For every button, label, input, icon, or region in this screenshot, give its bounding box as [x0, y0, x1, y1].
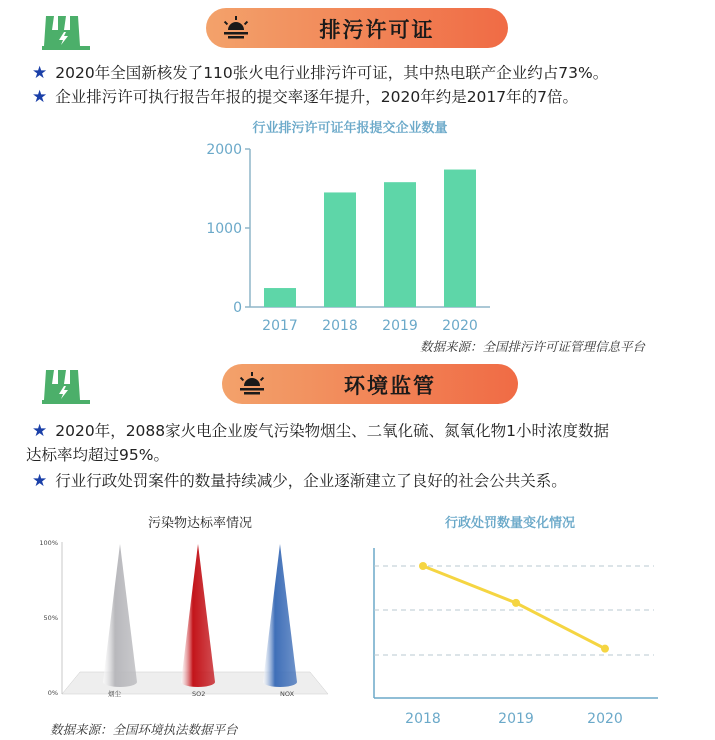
point-2018 — [419, 562, 427, 570]
chart1-title: 行业排污许可证年报提交企业数量 — [252, 121, 448, 136]
source-note-supervision: 数据来源：全国环境执法数据平台 — [50, 722, 238, 737]
bullet-supervision-1-cont: 达标率均超过95%。 — [26, 446, 169, 464]
y-tick-label: 50% — [43, 614, 58, 622]
star-icon: ★ — [32, 87, 48, 107]
cone-NOX — [263, 544, 297, 687]
source-note-permit: 数据来源：全国排污许可证管理信息平台 — [420, 339, 646, 354]
point-2019 — [512, 599, 520, 607]
x-tick-label: 2019 — [382, 318, 418, 334]
x-tick-label: 2018 — [405, 711, 441, 727]
section-title-supervision: 环境监管 — [344, 374, 436, 398]
bar-2018 — [324, 192, 356, 307]
point-2020 — [601, 645, 609, 653]
y-tick-label: 2000 — [206, 142, 242, 158]
x-tick-label: 2020 — [442, 318, 478, 334]
y-tick-label: 0% — [47, 689, 58, 697]
section-title-permit: 排污许可证 — [319, 18, 435, 42]
x-tick-label: SO2 — [192, 690, 206, 698]
cone-SO2 — [181, 544, 215, 687]
section-banner-permit — [206, 8, 508, 48]
bar-chart-permit — [200, 135, 510, 340]
bullet-permit-2: ★ 企业排污许可执行报告年报的提交率逐年提升，2020年约是2017年的7倍。 — [32, 87, 579, 107]
x-tick-label: 2017 — [262, 318, 298, 334]
chart2-title: 污染物达标率情况 — [147, 516, 252, 531]
bullet-permit-1: ★ 2020年全国新核发了110张火电行业排污许可证，其中热电联产企业约占73%。 — [32, 63, 609, 83]
bar-2017 — [264, 288, 296, 307]
bullet-supervision-2: ★ 行业行政处罚案件的数量持续减少，企业逐渐建立了良好的社会公共关系。 — [32, 471, 567, 491]
chart3-title: 行政处罚数量变化情况 — [444, 516, 575, 531]
x-tick-label: 2018 — [322, 318, 358, 334]
x-tick-label: NOX — [280, 690, 295, 698]
x-tick-label: 2020 — [587, 711, 623, 727]
y-tick-label: 0 — [233, 300, 242, 316]
star-icon: ★ — [32, 421, 48, 441]
section-banner-supervision — [222, 364, 518, 404]
cone-烟尘 — [103, 544, 137, 687]
bar-2019 — [384, 182, 416, 307]
series-line — [423, 566, 605, 649]
power-plant-icon — [40, 364, 94, 408]
star-icon: ★ — [32, 471, 48, 491]
x-tick-label: 2019 — [498, 711, 534, 727]
bullet-supervision-1: ★ 2020年，2088家火电企业废气污染物烟尘、二氧化硫、氮氧化物1小时浓度数据 — [32, 421, 610, 441]
power-plant-icon — [40, 10, 94, 54]
x-tick-label: 烟尘 — [108, 690, 121, 698]
line-chart-penalties — [360, 538, 665, 728]
bar-2020 — [444, 170, 476, 307]
star-icon: ★ — [32, 63, 48, 83]
y-tick-label: 1000 — [206, 221, 242, 237]
y-tick-label: 100% — [39, 539, 58, 547]
cone-chart-compliance — [28, 532, 348, 707]
